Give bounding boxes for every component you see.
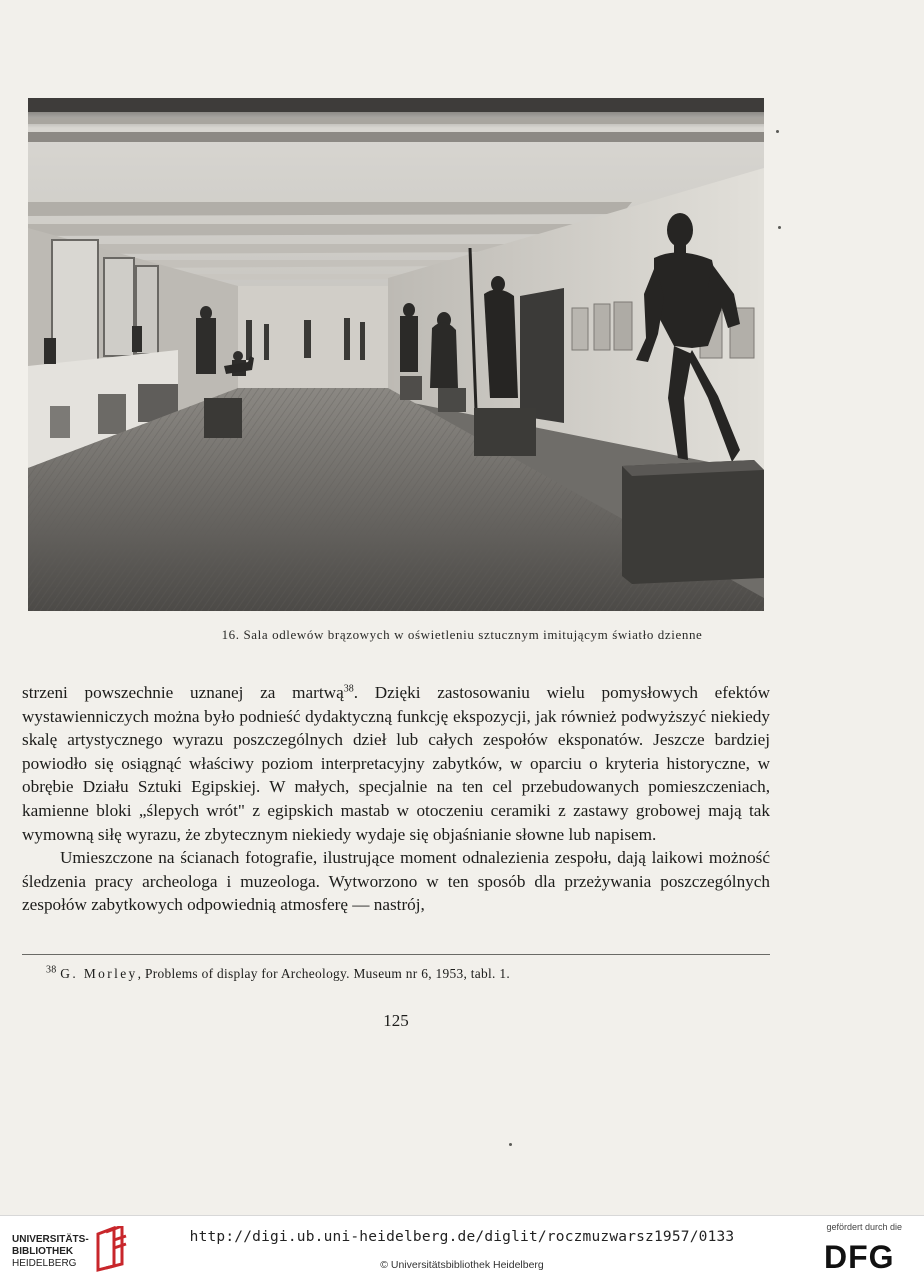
- body-text: [22, 681, 770, 917]
- page-number: 125: [383, 1011, 409, 1030]
- photo-illustration: [28, 98, 764, 611]
- footer-bar: [0, 1215, 924, 1282]
- copyright-notice: © Universitätsbibliothek Heidelberg: [380, 1259, 544, 1271]
- paragraph-1: [22, 681, 770, 846]
- paragraph-2: Umieszczone na ścianach fotografie, ilustrujące moment odnalezienia zespołu, dają laikowi możność śledzenia pracy archeologa i muzeologa. Wytworzono w ten sposób dla przeżywania poszczególnych zespołów zabytkowych odpowiednią atmosferę — nastrój,: [22, 848, 770, 915]
- footnote-ref-38: 38: [343, 683, 354, 695]
- gallery-photograph: [28, 98, 764, 611]
- footnote-author: G. Morley: [60, 966, 138, 981]
- dfg-logo-text: DFG: [824, 1239, 895, 1272]
- figure-caption: 16. Sala odlewów brązowych w oświetleniu sztucznym imitującym światło dzienne: [221, 627, 703, 642]
- funded-by-label: gefördert durch die: [826, 1222, 902, 1232]
- scan-speck: [776, 130, 779, 133]
- footnote: [46, 966, 766, 982]
- scan-speck: [509, 1143, 512, 1146]
- dfg-logo-icon[interactable]: [822, 1238, 910, 1272]
- library-line-1: UNIVERSITÄTS-: [12, 1234, 89, 1245]
- library-line-3: HEIDELBERG: [12, 1258, 77, 1269]
- library-line-2: BIBLIOTHEK: [12, 1246, 74, 1257]
- footnote-text: , Problems of display for Archeology. Museum nr 6, 1953, tabl. 1.: [137, 966, 510, 981]
- footnote-number: 38: [46, 964, 57, 976]
- paragraph-1-rest: . Dzięki zastosowaniu wielu pomysłowych efektów wystawienniczych można było podnieść dydaktyczną funkcję ekspozycji, jak również podwyższyć niekiedy skalę artystycznego wyrazu poszczególnych dzieł lub całych zespołów eksponatów. Jeszcze bardziej powiodło się osiągnąć właściwy poziom interpretacyjny zabytków, w oparciu o kryteria historyczne, w obrębie Działu Sztuki Egipskiej. W małych, specjalnie na ten cel przebudowanych pomieszczeniach, kamienne bloki „ślepych wrót" z egipskich mastab w otoczeniu ceramiki z zastawy grobowej mają tak wymowną siłę wyrazu, że zbytecznym niekiedy wydaje się objaśnianie słowne lub napisem.: [22, 683, 770, 844]
- scan-speck: [778, 226, 781, 229]
- permalink-url[interactable]: http://digi.ub.uni-heidelberg.de/diglit/roczmuzwarsz1957/0133: [189, 1229, 735, 1245]
- paragraph-1-start: strzeni powszechnie uznanej za martwą: [22, 683, 344, 702]
- footnote-divider: [22, 954, 770, 955]
